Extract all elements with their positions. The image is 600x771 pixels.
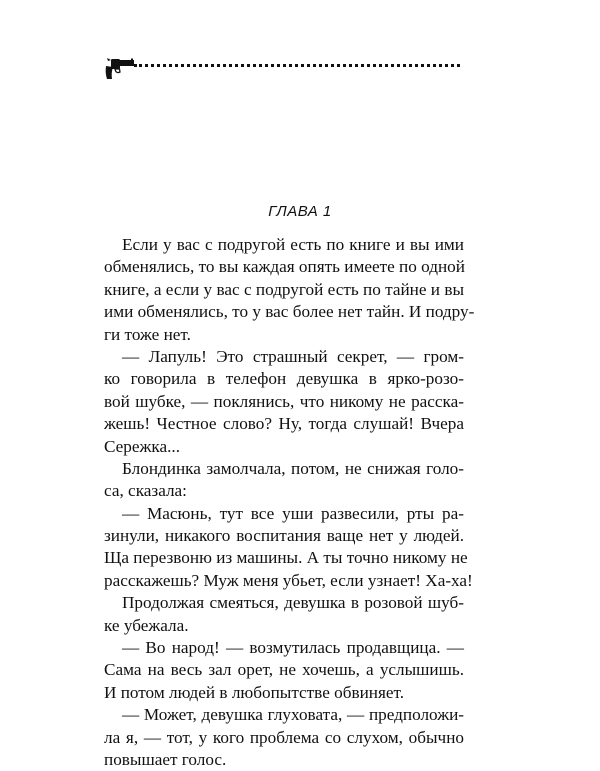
text-line: вой шубке, — поклянись, что никому не расска- [104, 391, 464, 411]
text-line: — Во народ! — возмутилась продавщица. — [122, 638, 464, 658]
text-line: повышает голос. [104, 749, 227, 769]
text-line: зинули, никакого воспитания ваще нет у людей. [104, 526, 464, 546]
text-line: обменялись, то вы каждая опять имеете по одной [104, 257, 465, 277]
dotted-rule [134, 64, 460, 67]
chapter-title: ГЛАВА 1 [268, 203, 332, 220]
text-line: Блондинка замолчала, потом, не снижая голо- [122, 458, 464, 478]
text-line: — Может, девушка глуховата, — предположи- [122, 705, 464, 725]
text-line: ими обменялись, то у вас более нет тайн. И подру- [104, 302, 475, 322]
text-line: ке убежала. [104, 615, 189, 635]
text-line: жешь! Честное слово? Ну, тогда слушай! Вчера [104, 414, 464, 434]
header-ornament [104, 58, 460, 80]
text-line: Ща перезвоню из машины. А ты точно никому не [104, 548, 468, 568]
text-line: ги тоже нет. [104, 324, 191, 344]
text-line: Продолжая смеяться, девушка в розовой шуб- [122, 593, 464, 613]
text-line: книге, а если у вас с подругой есть по тайне и вы [104, 279, 464, 299]
text-line: Если у вас с подругой есть по книге и вы ими [122, 235, 464, 254]
text-line: са, сказала: [104, 481, 187, 501]
revolver-icon [104, 58, 134, 80]
text-line: — Масюнь, тут все уши развесили, рты ра- [122, 503, 464, 523]
text-line: Сама на весь зал орет, не хочешь, а услышишь. [104, 660, 464, 680]
chapter-text [104, 234, 475, 771]
text-line: ла я, — тот, у кого проблема со слухом, обычно [104, 727, 464, 747]
text-line: расскажешь? Муж меня убьет, если узнает! Ха-ха! [104, 570, 473, 590]
text-line: Сережка... [104, 436, 181, 456]
text-line: ко говорила в телефон девушка в ярко-розо- [104, 369, 464, 389]
text-line: — Лапуль! Это страшный секрет, — гром- [122, 346, 464, 366]
text-line: И потом людей в любопытстве обвиняет. [104, 682, 405, 702]
